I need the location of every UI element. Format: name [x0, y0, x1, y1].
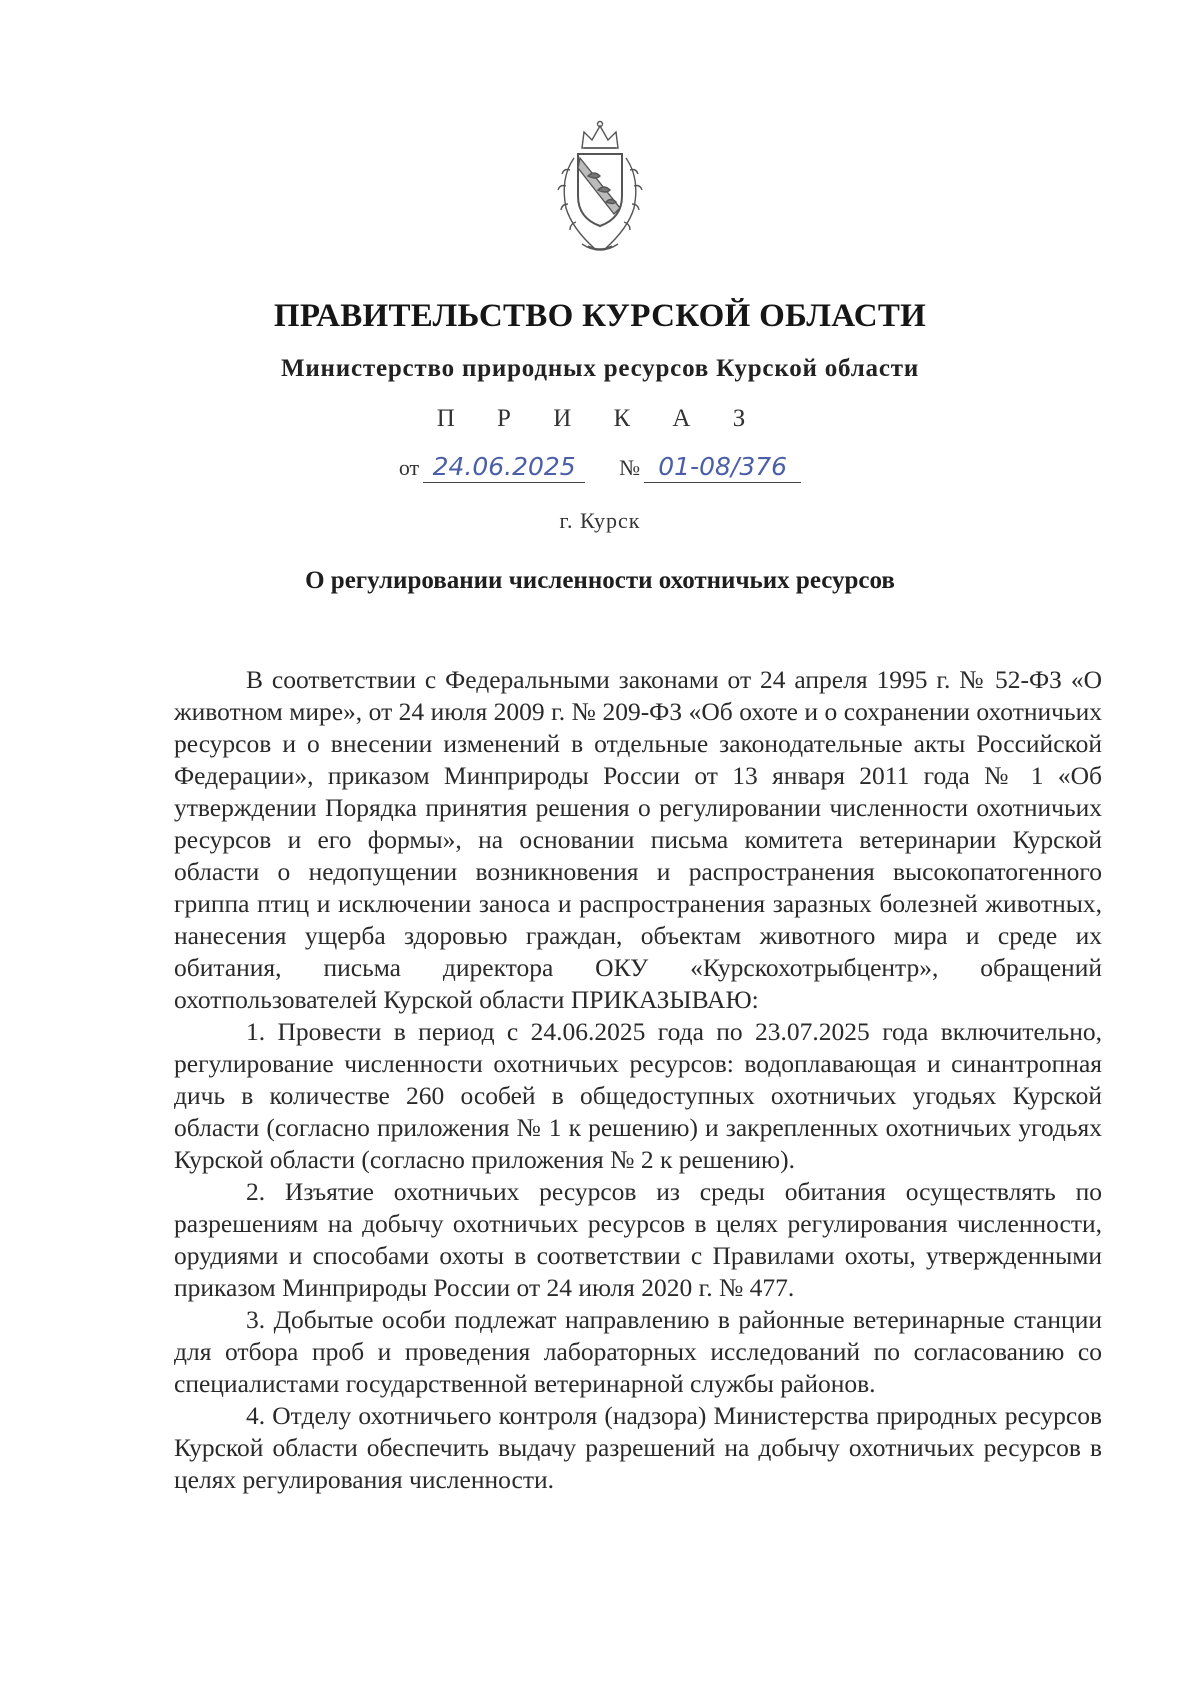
clause-1: 1. Провести в период с 24.06.2025 года по 23.07.2025 года включительно, регулирование численности охотничьих ресурсов: водоплавающая и синантропная дичь в количестве 260 особей в общедоступных охотничьих угодьях Курской области (согласно приложения № 1 к решению) и закрепленных охотничьих угодьях Курской области (согласно приложения № 2 к решению).: [174, 1017, 1102, 1174]
document-type: П Р И К А З: [436, 405, 764, 432]
clause-3: 3. Добытые особи подлежат направлению в районные ветеринарные станции для отбора проб и проведения лабораторных исследований по согласованию со специалистами государственной ветеринарной службы районов.: [174, 1305, 1102, 1398]
government-title: ПРАВИТЕЛЬСТВО КУРСКОЙ ОБЛАСТИ: [273, 298, 927, 334]
number-prefix: №: [619, 455, 641, 480]
preamble-paragraph: В соответствии с Федеральными законами от 24 апреля 1995 г. № 52-ФЗ «О животном мире», от 24 июля 2009 г. № 209-ФЗ «Об охоте и о сохранении охотничьих ресурсов и о внесении изменений в отдельные законодательные акты Российской Федерации», приказом Минприроды России от 13 января 2011 года № 1 «Об утверждении Порядка принятия решения о регулировании численности охотничьих ресурсов и его формы», на основании письма комитета ветеринарии Курской области о недопущении возникновения и распространения высокопатогенного гриппа птиц и исключении заноса и распространения заразных болезней животных, нанесения ущерба здоровью граждан, объектам животного мира и среде их обитания, письма директора ОКУ «Курскохотрыбцентр», обращений охотпользователей Курской области ПРИКАЗЫВАЮ:: [174, 665, 1102, 1014]
clause-2: 2. Изъятие охотничьих ресурсов из среды обитания осуществлять по разрешениям на добычу охотничьих ресурсов в целях регулирования численности, орудиями и способами охоты в соответствии с Правилами охоты, утвержденными приказом Минприроды России от 24 июля 2020 г. № 477.: [174, 1177, 1102, 1302]
clause-4: 4. Отделу охотничьего контроля (надзора) Министерства природных ресурсов Курской области обеспечить выдачу разрешений на добычу охотничьих ресурсов в целях регулирования численности.: [174, 1401, 1102, 1494]
order-date-number-line: [0, 452, 1200, 492]
ministry-name: Министерство природных ресурсов Курской области: [280, 355, 920, 382]
order-subject: О регулировании численности охотничьих ресурсов: [305, 567, 895, 594]
order-date: 24.06.2025: [423, 452, 585, 483]
order-body: [174, 664, 1102, 1496]
city-name: г. Курск: [559, 508, 641, 533]
kursk-coat-of-arms-icon: [548, 118, 652, 260]
date-prefix: от: [398, 455, 420, 480]
order-number: 01-08/376: [644, 452, 801, 483]
